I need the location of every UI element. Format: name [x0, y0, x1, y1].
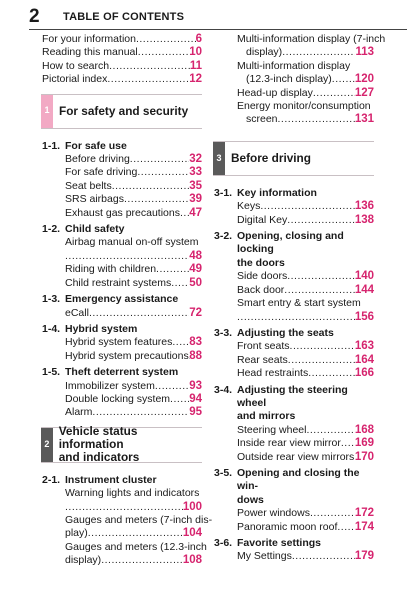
page-ref: 100 [182, 500, 202, 513]
page-ref: 72 [189, 306, 202, 319]
page-ref: 94 [189, 392, 202, 405]
page-ref: 168 [354, 423, 374, 436]
page-ref: 83 [189, 336, 202, 349]
toc-entry[interactable] [42, 250, 202, 263]
toc-entry[interactable]: Rear seats ..... 164 [214, 354, 374, 367]
page-ref: 144 [354, 283, 374, 296]
page-ref: 104 [182, 527, 202, 540]
page-ref: 39 [189, 193, 202, 206]
toc-entry[interactable]: Before driving ..... 32 [42, 153, 202, 166]
toc-entry[interactable]: Reading this manual ..... 10 [42, 46, 202, 59]
section-title: For safety and security [59, 103, 189, 118]
toc-entry[interactable]: For safe driving ..... 33 [42, 166, 202, 179]
toc-entry[interactable]: Riding with children ..... 49 [42, 263, 202, 276]
section-title: Before driving [231, 150, 311, 165]
toc-entry[interactable]: Hybrid system precautions ..... 88 [42, 350, 202, 363]
toc-entry-line[interactable]: Energy monitor/consumption [237, 100, 371, 113]
toc-entry[interactable]: SRS airbags ..... 39 [42, 193, 202, 206]
page-ref: 33 [189, 166, 202, 179]
toc-entry-line[interactable]: Multi-information display (7-inch [237, 33, 386, 45]
subsection-heading[interactable]: 3-4. Adjusting the steering wheel and mirrors [214, 383, 348, 423]
toc-entry[interactable]: Back door ..... 144 [214, 284, 374, 297]
section-title: Vehicle status information and indicators [58, 424, 140, 465]
toc-entry[interactable] [42, 501, 202, 514]
toc-right-column [214, 33, 386, 564]
toc-entry-line[interactable]: Warning lights and indicators [65, 487, 200, 500]
toc-entry[interactable]: Double locking system ..... 94 [42, 393, 202, 406]
toc-entry[interactable]: play) ..... 104 [42, 527, 202, 540]
toc-entry-line[interactable]: Gauges and meters (7-inch dis- [65, 513, 213, 526]
toc-entry[interactable]: eCall ..... 72 [42, 307, 202, 320]
page-ref: 131 [354, 113, 374, 126]
page-ref: 140 [354, 270, 374, 283]
toc-entry[interactable]: Head restraints ..... 166 [214, 367, 374, 380]
subsection-heading[interactable]: 3-3. Adjusting the seats [214, 326, 334, 339]
page-ref: 93 [189, 379, 202, 392]
page-header [29, 6, 184, 28]
toc-entry-line[interactable]: Smart entry & start system [237, 297, 361, 310]
subsection-heading[interactable]: 3-5. Opening and closing the win- dows [214, 466, 360, 506]
toc-entry[interactable]: Head-up display ..... 127 [214, 87, 374, 100]
toc-entry-line[interactable]: Multi-information display [237, 59, 351, 72]
page-ref: 172 [354, 507, 374, 520]
section-number-badge: 1 [41, 95, 53, 128]
section-header-3[interactable] [213, 141, 374, 176]
page-ref: 156 [354, 310, 374, 323]
subsection-heading[interactable]: 1-4. Hybrid system [42, 322, 138, 335]
page-ref: 35 [189, 179, 202, 192]
page-ref: 163 [354, 340, 374, 353]
page-ref: 179 [354, 550, 374, 563]
toc-entry-line[interactable]: Gauges and meters (12.3-inch [65, 540, 207, 553]
page-ref: 12 [189, 73, 202, 86]
subsection-heading[interactable]: 1-2. Child safety [42, 223, 125, 236]
toc-entry[interactable]: Hybrid system features ..... 83 [42, 336, 202, 349]
page-ref: 166 [354, 367, 374, 380]
page-number: 2 [29, 6, 40, 27]
page-ref: 174 [354, 520, 374, 533]
toc-entry[interactable]: (12.3-inch display) ..... 120 [214, 73, 374, 86]
toc-entry[interactable]: screen ..... 131 [214, 113, 374, 126]
page-ref: 136 [354, 200, 374, 213]
page-ref: 95 [189, 406, 202, 419]
page-ref: 6 [195, 33, 202, 45]
toc-entry[interactable]: Alarm ..... 95 [42, 406, 202, 419]
page-ref: 164 [354, 353, 374, 366]
page-ref: 10 [189, 46, 202, 59]
page-ref: 11 [189, 59, 202, 72]
toc-entry[interactable]: Digital Key ..... 138 [214, 214, 374, 227]
page-ref: 138 [354, 213, 374, 226]
toc-entry[interactable]: Keys ..... 136 [214, 200, 374, 213]
toc-entry[interactable]: How to search ..... 11 [42, 60, 202, 73]
toc-entry[interactable]: Exhaust gas precautions ..... 47 [42, 207, 202, 220]
toc-entry[interactable] [214, 311, 374, 324]
page-ref: 120 [354, 73, 374, 86]
toc-entry[interactable]: Power windows ..... 172 [214, 507, 374, 520]
subsection-heading[interactable]: 1-5. Theft deterrent system [42, 366, 179, 379]
toc-entry[interactable]: Panoramic moon roof ..... 174 [214, 521, 374, 534]
toc-entry[interactable]: Front seats ..... 163 [214, 340, 374, 353]
toc-entry[interactable]: Side doors ..... 140 [214, 270, 374, 283]
page-ref: 47 [189, 206, 202, 219]
page-ref: 113 [355, 46, 374, 59]
page-ref: 49 [189, 263, 202, 276]
toc-entry[interactable]: Steering wheel ..... 168 [214, 424, 374, 437]
subsection-heading[interactable]: 3-1. Key information [214, 186, 317, 199]
toc-entry[interactable]: My Settings ..... 179 [214, 550, 374, 563]
toc-entry[interactable]: Outside rear view mirrors ..... 170 [214, 451, 374, 464]
toc-entry[interactable]: display) ..... 108 [42, 554, 202, 567]
subsection-heading[interactable]: 1-3. Emergency assistance [42, 293, 179, 306]
toc-entry[interactable]: Seat belts ..... 35 [42, 180, 202, 193]
toc-entry[interactable]: Inside rear view mirror ..... 169 [214, 437, 374, 450]
page-ref: 108 [182, 554, 202, 567]
page-ref: 88 [189, 349, 202, 362]
subsection-heading[interactable]: 1-1. For safe use [42, 139, 127, 152]
page-title: TABLE OF CONTENTS [63, 11, 185, 23]
page-ref: 169 [354, 437, 374, 450]
page-ref: 127 [354, 86, 374, 99]
toc-entry[interactable]: Child restraint systems ..... 50 [42, 277, 202, 290]
page-ref: 32 [189, 153, 202, 166]
section-number-badge: 3 [213, 142, 225, 175]
subsection-heading[interactable]: 3-2. Opening, closing and locking the doors [214, 230, 344, 269]
toc-entry[interactable]: display) ..... 113 [214, 46, 374, 59]
header-divider [29, 29, 407, 30]
page-ref: 50 [189, 276, 202, 289]
section-number-badge: 2 [41, 428, 53, 462]
toc-left-column [42, 33, 213, 568]
section-header-1[interactable] [41, 94, 202, 129]
toc-entry[interactable]: Pictorial index ..... 12 [42, 73, 202, 86]
page-ref: 170 [354, 450, 374, 463]
toc-entry[interactable]: Immobilizer system ..... 93 [42, 380, 202, 393]
subsection-heading[interactable]: 2-1. Instrument cluster [42, 473, 157, 486]
page-ref: 48 [189, 249, 202, 262]
toc-entry-line[interactable]: Airbag manual on-off system [65, 236, 199, 249]
subsection-heading[interactable]: 3-6. Favorite settings [214, 537, 322, 549]
toc-entry[interactable]: For your information ..... 6 [42, 33, 202, 46]
section-header-2[interactable] [41, 424, 202, 465]
